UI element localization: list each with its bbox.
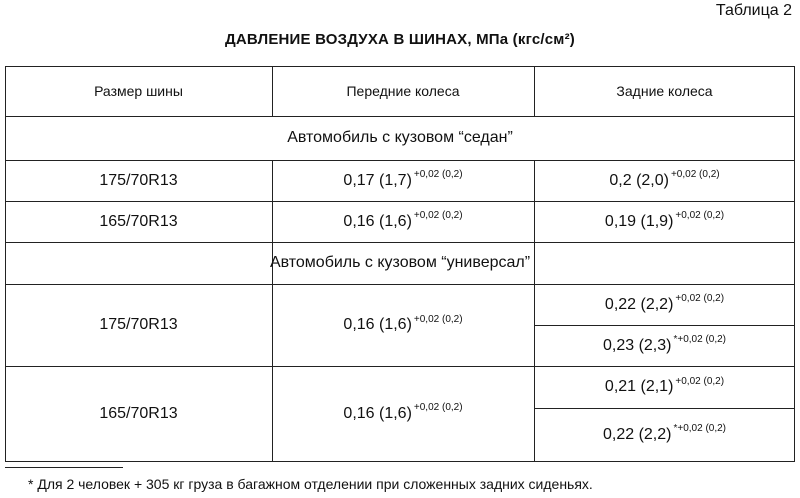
pressure-tolerance: *+0,02 (0,2) — [673, 334, 727, 345]
pressure-value: 0,16 (1,6) — [343, 212, 412, 230]
tire-size-cell: 165/70R13 — [99, 404, 178, 422]
rear-pressure-cell — [534, 284, 795, 325]
table-border-bottom — [5, 461, 795, 462]
pressure-tolerance: +0,02 (0,2) — [413, 210, 463, 221]
tire-size-cell: 175/70R13 — [99, 171, 178, 189]
pressure-tolerance: +0,02 (0,2) — [413, 402, 463, 413]
rear-pressure-cell — [534, 366, 795, 408]
pressure-tolerance: *+0,02 (0,2) — [673, 423, 727, 434]
rear-pressure-cell — [534, 201, 795, 242]
pressure-value: 0,22 (2,2) — [602, 425, 672, 443]
pressure-tolerance: +0,02 (0,2) — [675, 210, 725, 221]
tire-size-cell: 175/70R13 — [99, 316, 178, 333]
tire-size-cell: 165/70R13 — [99, 212, 178, 230]
tire-pressure-table — [5, 66, 795, 462]
pressure-value: 0,16 (1,6) — [343, 316, 412, 333]
pressure-tolerance: +0,02 (0,2) — [413, 313, 463, 325]
front-pressure-cell — [272, 160, 534, 201]
footnote-divider — [5, 467, 123, 468]
front-pressure-cell — [272, 366, 534, 461]
pressure-tolerance: +0,02 (0,2) — [675, 375, 725, 387]
front-pressure-cell — [272, 284, 534, 366]
header-front-wheels: Передние колеса — [346, 83, 460, 99]
header-rear-wheels: Задние колеса — [616, 83, 713, 99]
front-pressure-cell — [272, 201, 534, 242]
pressure-tolerance: +0,02 (0,2) — [675, 293, 725, 304]
footnote: * Для 2 человек + 305 кг груза в багажном отделении при сложенных задних сиденьях. — [28, 476, 593, 492]
pressure-value: 0,22 (2,2) — [604, 295, 674, 313]
pressure-tolerance: +0,02 (0,2) — [670, 169, 720, 180]
rear-pressure-cell — [534, 325, 795, 366]
pressure-value: 0,2 (2,0) — [609, 171, 669, 189]
rear-pressure-cell — [534, 160, 795, 201]
pressure-value: 0,19 (1,9) — [604, 212, 674, 230]
header-tire-size: Размер шины — [94, 83, 183, 99]
pressure-value: 0,16 (1,6) — [343, 404, 412, 422]
rear-pressure-cell — [534, 408, 795, 461]
pressure-tolerance: +0,02 (0,2) — [413, 169, 463, 180]
section-title-sedan: Автомобиль с кузовом “седан” — [287, 129, 513, 146]
pressure-value: 0,21 (2,1) — [604, 378, 674, 395]
pressure-value: 0,23 (2,3) — [602, 336, 672, 354]
section-title-wagon: Автомобиль с кузовом “универсал” — [269, 254, 531, 271]
page-title: ДАВЛЕНИЕ ВОЗДУХА В ШИНАХ, МПа (кгс/см²) — [225, 31, 575, 48]
pressure-value: 0,17 (1,7) — [343, 171, 412, 189]
table-label: Таблица 2 — [715, 2, 792, 19]
